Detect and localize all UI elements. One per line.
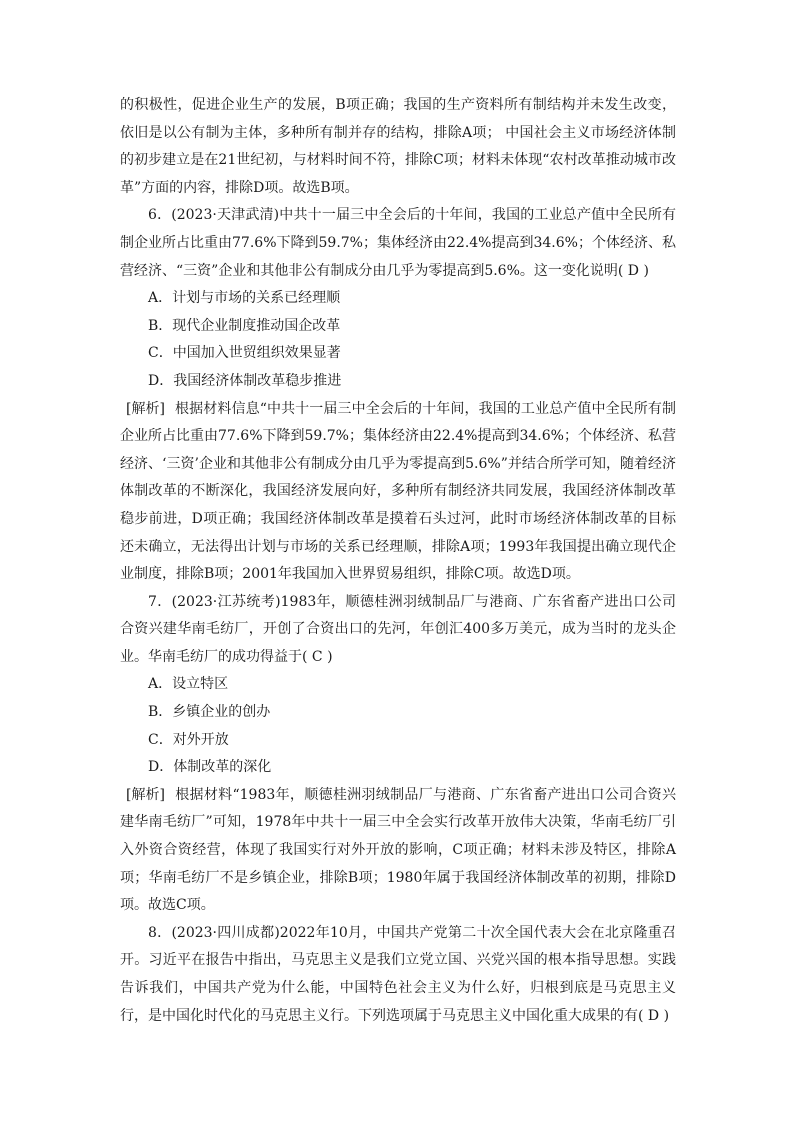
page-content xyxy=(120,92,676,1030)
question-6-option-d: D．我国经济体制改革稳步推进 xyxy=(148,372,342,389)
question-7-stem: 7．(2023·江苏统考)1983年，顺德桂洲羽绒制品厂与港商、广东省畜产进出口公司合资兴建华南毛纺厂，开创了合资出口的先河，年创汇400多万美元，成为当时的龙头企业。华南毛纺厂的成功得益于( C ) xyxy=(120,593,676,665)
question-8-stem: 8．(2023·四川成都)2022年10月，中国共产党第二十次全国代表大会在北京隆重召开。习近平在报告中指出，马克思主义是我们立党立国、兴党兴国的根本指导思想。实践告诉我们，中国共产党为什么能，中国特色社会主义为什么好，归根到底是马克思主义行，是中国化时代化的马克思主义行。下列选项属于马克思主义中国化重大成果的有( D ) xyxy=(120,924,676,1024)
question-7-analysis-text: 根据材料“1983年，顺德桂洲羽绒制品厂与港商、广东省畜产进出口公司合资兴建华南毛纺厂”可知，1978年中共十一届三中全会实行改革开放伟大决策，华南毛纺厂引入外资合资经营，体现了我国实行对外开放的影响，C项正确；材料未涉及特区，排除A项；华南毛纺厂不是乡镇企业，排除B项；1980年属于我国经济体制改革的初期，排除D项。故选C项。 xyxy=(120,786,676,914)
question-7-option-b: B．乡镇企业的创办 xyxy=(148,704,271,721)
question-7-option-a: A．设立特区 xyxy=(148,676,229,693)
question-6-stem: 6．(2023·天津武清)中共十一届三中全会后的十年间，我国的工业总产值中全民所有制企业所占比重由77.6%下降到59.7%；集体经济由22.4%提高到34.6%；个体经济、私营经济、“三资”企业和其他非公有制成分由几乎为零提高到5.6%。这一变化说明( D ) xyxy=(120,207,676,279)
question-6-analysis-tag: [解析] xyxy=(126,400,165,417)
question-7-option-d: D．体制改革的深化 xyxy=(148,759,272,776)
previous-analysis-continuation: 的积极性，促进企业生产的发展，B项正确；我国的生产资料所有制结构并未发生改变，依旧是以公有制为主体，多种所有制并存的结构，排除A项； 中国社会主义市场经济体制的初步建立是在21世纪初，与材料时间不符，排除C项；材料未体现“农村改革推动城市改革”方面的内容，排除D项。故选B项。 xyxy=(120,97,676,196)
question-7-analysis xyxy=(120,782,676,920)
question-6-option-a: A．计划与市场的关系已经理顺 xyxy=(148,290,341,307)
question-6-option-b: B．现代企业制度推动国企改革 xyxy=(148,317,341,334)
question-6-option-c: C．中国加入世贸组织效果显著 xyxy=(148,345,341,362)
question-6-analysis xyxy=(120,396,676,589)
question-6-analysis-text: 根据材料信息“中共十一届三中全会后的十年间，我国的工业总产值中全民所有制企业所占比重由77.6%下降到59.7%；集体经济由22.4%提高到34.6%；个体经济、私营经济、‘三资’企业和其他非公有制成分由几乎为零提高到5.6%”并结合所学可知，随着经济体制改革的不断深化，我国经济发展向好，多种所有制经济共同发展，我国经济体制改革稳步前进，D项正确；我国经济体制改革是摸着石头过河，此时市场经济体制改革的目标还未确立，无法得出计划与市场的关系已经理顺，排除A项；1993年我国提出确立现代企业制度，排除B项；2001年我国加入世界贸易组织，排除C项。故选D项。 xyxy=(120,400,676,583)
question-7-option-c: C．对外开放 xyxy=(148,731,229,748)
question-7-analysis-tag: [解析] xyxy=(126,786,165,803)
